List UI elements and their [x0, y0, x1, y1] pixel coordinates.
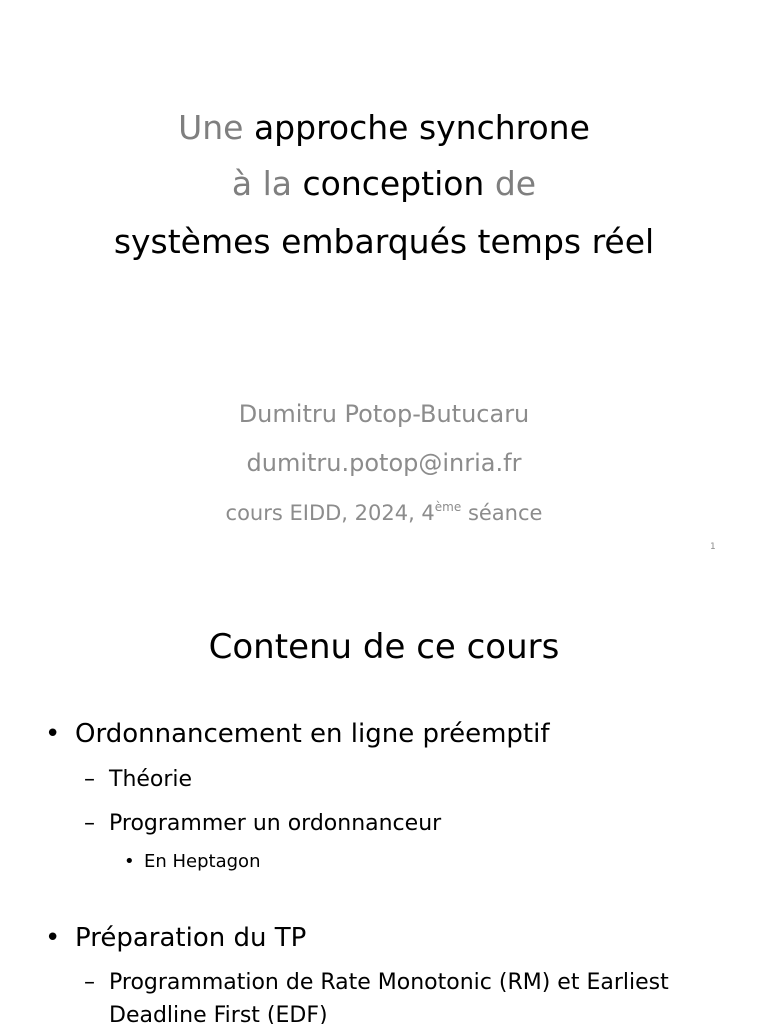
bullet-level-2	[84, 969, 669, 997]
bullet-text: Deadline First (EDF)	[109, 1003, 328, 1024]
slide-title: Contenu de ce cours	[208, 627, 560, 667]
bullet-marker: –	[84, 811, 95, 836]
bullet-text: Programmer un ordonnanceur	[109, 811, 442, 836]
title-line-1	[0, 108, 768, 148]
title-word: à la	[231, 164, 303, 203]
bullet-level-2	[84, 810, 441, 838]
bullet-marker: •	[45, 923, 61, 953]
bullet-level-1	[45, 922, 306, 954]
bullet-marker: –	[84, 970, 95, 995]
course-prefix: cours EIDD, 2024, 4	[225, 501, 435, 525]
bullet-level-2	[84, 766, 192, 794]
bullet-marker: •	[124, 851, 135, 872]
bullet-level-1	[45, 718, 549, 750]
course-info	[0, 493, 768, 527]
author-email: dumitru.potop@inria.fr	[246, 449, 522, 477]
bullet-text: Théorie	[109, 767, 193, 792]
contents-slide	[0, 575, 768, 1024]
bullet-level-2-continuation	[84, 1002, 328, 1024]
bullet-text: Programmation de Rate Monotonic (RM) et Earliest	[109, 970, 669, 995]
title-line-3	[0, 222, 768, 262]
bullet-level-3	[124, 850, 260, 874]
bullet-marker: –	[84, 767, 95, 792]
bullet-text: En Heptagon	[144, 851, 261, 872]
title-word: systèmes embarqués temps réel	[113, 222, 655, 261]
bullet-text: Ordonnancement en ligne préemptif	[75, 719, 550, 749]
course-superscript: ème	[434, 500, 462, 514]
page-number: 1	[710, 542, 716, 552]
title-word: de	[484, 164, 537, 203]
title-word: Une	[178, 108, 254, 147]
course-suffix: séance	[461, 501, 543, 525]
bullet-text: Préparation du TP	[75, 923, 307, 953]
title-word: conception	[302, 164, 485, 203]
author-name: Dumitru Potop-Butucaru	[238, 400, 530, 428]
title-word: approche synchrone	[253, 108, 590, 147]
title-line-2	[0, 164, 768, 204]
bullet-marker: •	[45, 719, 61, 749]
